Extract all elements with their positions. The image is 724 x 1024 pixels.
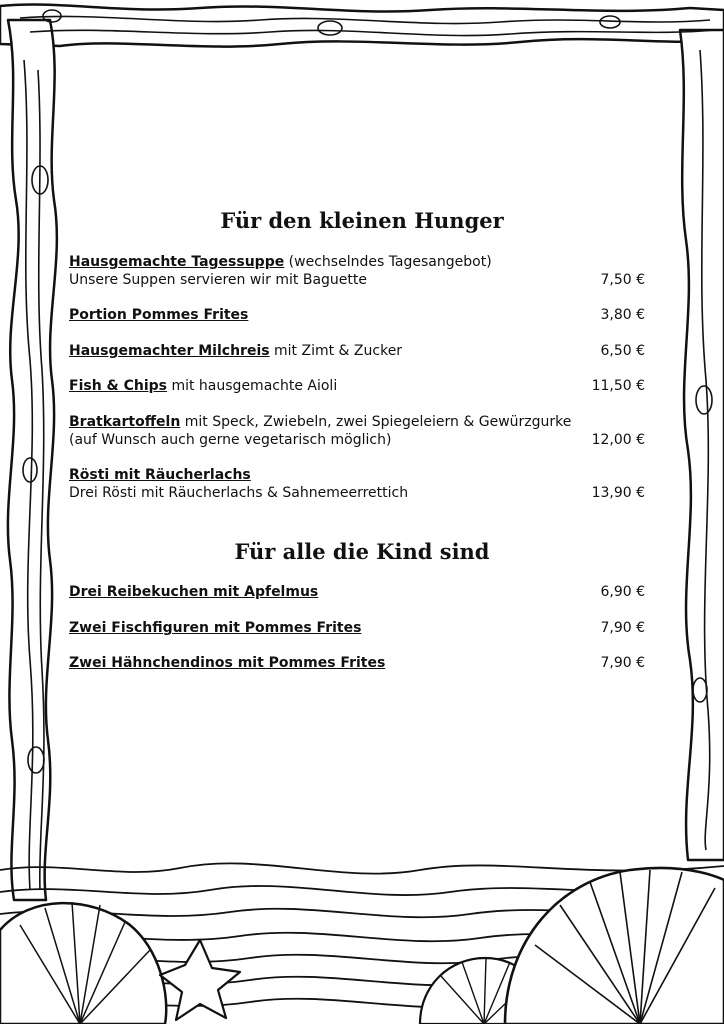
item-name: Zwei Hähnchendinos mit Pommes Frites [69,655,386,671]
menu-item-milchreis [69,342,645,360]
item-name: Portion Pommes Frites [69,307,249,323]
item-name: Hausgemachte Tagessuppe [69,254,285,270]
menu-item-fischfiguren [69,619,645,637]
item-price: 13,90 € [591,485,645,501]
item-description: (wechselndes Tagesangebot) [284,254,492,270]
item-name: Fish & Chips [69,378,168,394]
item-description-line2: Unsere Suppen servieren wir mit Baguette [69,272,368,288]
section-title-kinder: Für alle die Kind sind [234,539,490,564]
item-name: Hausgemachter Milchreis [69,343,270,359]
item-description: mit Zimt & Zucker [269,343,403,359]
menu-item-tagessuppe [69,253,645,289]
item-description: mit hausgemachte Aioli [167,378,338,394]
item-description: mit Speck, Zwiebeln, zwei Spiegeleiern & Gewürzgurke [180,414,572,430]
item-price: 7,90 € [600,655,645,671]
item-price: 12,00 € [591,432,645,448]
menu-item-bratkartoffeln [69,413,645,449]
item-price: 6,90 € [600,584,645,600]
item-price: 7,90 € [600,620,645,636]
menu-item-haehnchendinos [69,654,645,672]
item-price: 6,50 € [600,343,645,359]
item-price: 7,50 € [600,272,645,288]
item-price: 11,50 € [591,378,645,394]
section-title-kleiner-hunger: Für den kleinen Hunger [220,208,504,233]
item-description-line2: (auf Wunsch auch gerne vegetarisch möglich) [69,432,392,448]
menu-item-reibekuchen [69,583,645,601]
item-name: Bratkartoffeln [69,414,181,430]
item-price: 3,80 € [600,307,645,323]
menu-item-roesti [69,466,645,502]
item-name: Zwei Fischfiguren mit Pommes Frites [69,620,362,636]
item-name: Rösti mit Räucherlachs [69,467,251,483]
menu-item-fish-chips [69,377,645,395]
menu-item-pommes-frites [69,306,645,324]
item-name: Drei Reibekuchen mit Apfelmus [69,584,319,600]
item-description-line2: Drei Rösti mit Räucherlachs & Sahnemeerrettich [69,485,409,501]
